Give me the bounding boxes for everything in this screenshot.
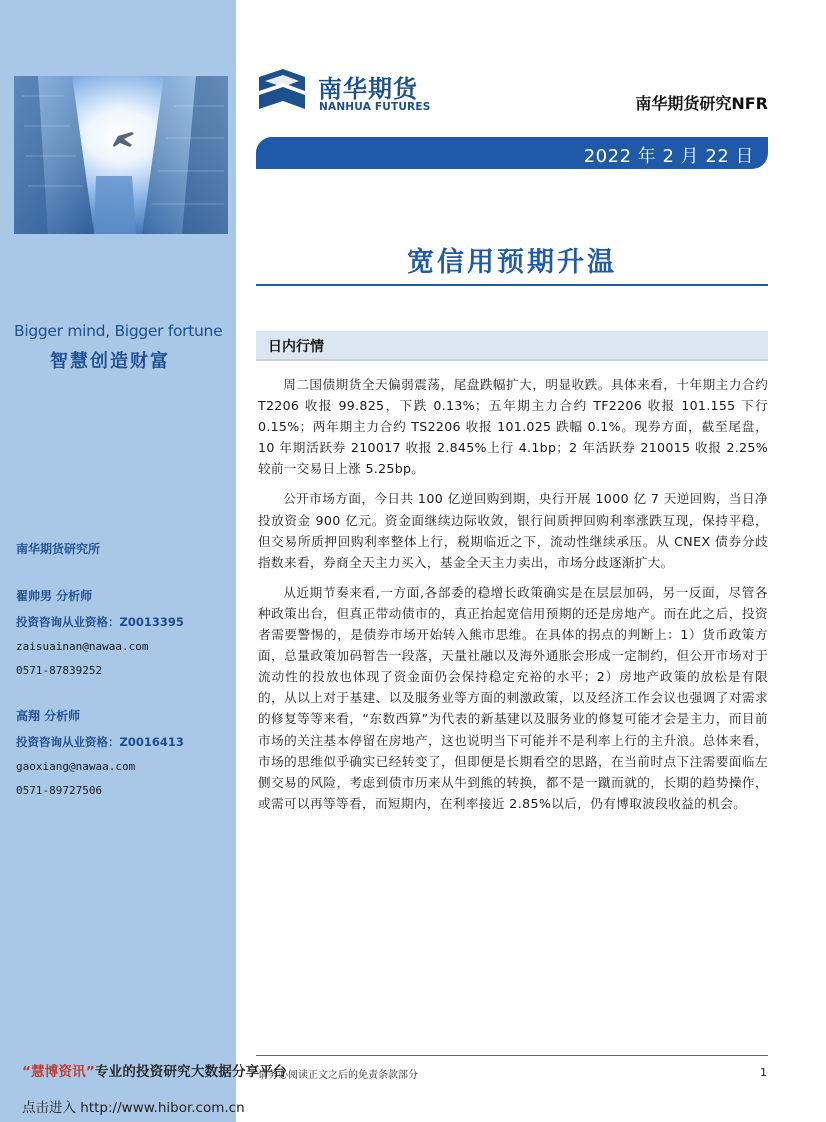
watermark-banner [22,1060,287,1080]
logo-chinese-text: 南华期货 [318,75,418,103]
organization-name: 南华期货研究NFR [635,94,768,113]
watermark-brand: “慧博资讯” [22,1064,95,1080]
analyst-phone: 0571-87839252 [16,664,103,677]
analyst-email[interactable]: gaoxiang@nawaa.com [16,760,136,773]
section-header [256,331,768,361]
analyst-card [16,707,228,797]
cityscape-icon [14,76,228,234]
sidebar [0,0,236,1122]
logo-english-text: NANHUA FUTURES [319,101,431,113]
report-body [258,374,768,823]
paragraph: 周二国债期货全天偏弱震荡，尾盘跌幅扩大，明显收跌。具体来看，十年期主力合约 T2206 收报 99.825，下跌 0.13%；五年期主力合约 TF2206 收报 101.155 下行 0.15%；两年期主力合约 TS2206 收报 101.025 跌幅 0.1%。现券方面，截至尾盘，10 年期活跃券 210017 收报 2.845%上行 4.1bp；2 年活跃券 210015 收报 2.25%较前一交易日上涨 5.25bp。 [258,377,768,477]
analyst-name: 翟帅男 分析师 [16,589,93,603]
watermark-link[interactable]: 点击进入 http://www.hibor.com.cn [22,1100,245,1116]
analyst-name: 高翔 分析师 [16,709,81,723]
analyst-license: 投资咨询从业资格：Z0013395 [16,615,184,629]
watermark-tagline: 专业的投资研究大数据分享平台 [94,1064,287,1080]
analyst-phone: 0571-89727506 [16,784,103,797]
analyst-card [16,587,228,677]
nanhua-logo-icon [255,67,309,117]
slogan-chinese: 智慧创造财富 [50,351,170,372]
paragraph: 公开市场方面，今日共 100 亿逆回购到期，央行开展 1000 亿 7 天逆回购，当日净投放资金 900 亿元。资金面继续边际收敛，银行间质押回购利率涨跌互现，保持平稳，但交易所质押回购利率整体上行，税期临近之下，流动性继续承压。从 CNEX 债券分歧指数来看，券商全天主力买入，基金全天主力卖出，市场分歧逐渐扩大。 [258,491,768,570]
footer-divider [256,1055,768,1056]
section-title: 日内行情 [268,339,324,355]
report-date: 2022 年 2 月 22 日 [583,146,754,167]
analyst-license: 投资咨询从业资格：Z0016413 [16,735,184,749]
institute-name: 南华期货研究所 [16,542,101,556]
date-banner [256,137,768,169]
analyst-email[interactable]: zaisuainan@nawaa.com [16,640,149,653]
page-number: 1 [760,1066,767,1079]
company-logo [255,67,440,121]
analyst-team [16,540,228,813]
title-divider [256,284,768,286]
slogan-english: Bigger mind, Bigger fortune [14,322,223,340]
paragraph: 从近期节奏来看,一方面,各部委的稳增长政策确实是在层层加码，另一反面，尽管各种政策出台，但真正带动债市的，真正抬起宽信用预期的还是房地产。而在此之后，投资者需要警惕的，是债券市场开始转入熊市思维。在具体的拐点的判断上：1）货币政策方面，总量政策加码暂告一段落，天量社融以及海外通胀会形成一定制约，但公开市场对于流动性的投放也体现了资金面仍会保持稳定充裕的水平；2）房地产政策的放松是有限的，从以上对于基建、以及服务业等方面的刺激政策，以及经济工作会议也强调了对需求的修复等等来看，“东数西算”为代表的新基建以及服务业的修复可能才会是主力，而目前市场的关注基本停留在房地产，这也说明当下可能并不是利率上行的主升浪。总体来看，市场的思维似乎确实已经转变了，但即便是长期看空的思路，在当前时点下注需要面临左侧交易的风险，考虑到债市历来从牛到熊的转换，都不是一蹴而就的，长期的趋势操作，或需可以再等等看，而短期内，在利率接近 2.85%以后，仍有博取波段收益的机会。 [258,584,768,811]
disclaimer-note: 请务必阅读正文之后的免责条款部分 [258,1070,418,1081]
hero-image-skyscrapers [14,76,228,234]
report-title: 宽信用预期升温 [407,247,617,278]
